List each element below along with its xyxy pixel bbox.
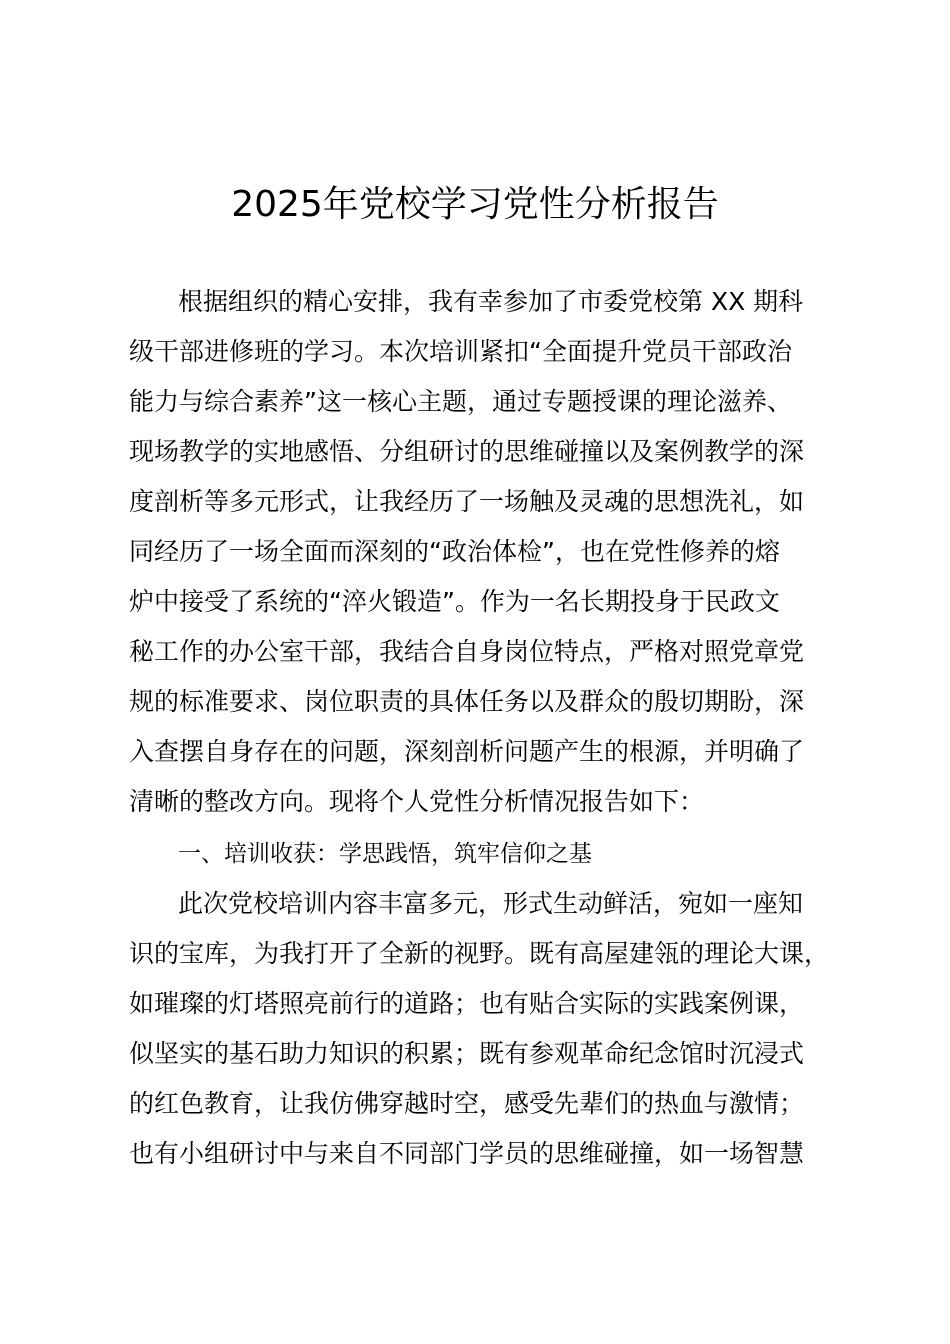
intro-line: 入查摆自身存在的问题，深刻剖析问题产生的根源，并明确了 xyxy=(129,737,805,766)
intro-line: 根据组织的精心安排，我有幸参加了市委党校第 XX 期科 xyxy=(178,287,804,316)
body-line: 识的宝库，为我打开了全新的视野。既有高屋建瓴的理论大课， xyxy=(129,939,830,968)
section-heading: 一、培训收获：学思践悟，筑牢信仰之基 xyxy=(178,841,592,867)
intro-line: 同经历了一场全面而深刻的“政治体检”，也在党性修养的熔 xyxy=(129,537,780,566)
page-title: 2025年党校学习党性分析报告 xyxy=(231,184,719,225)
intro-line: 秘工作的办公室干部，我结合自身岗位特点，严格对照党章党 xyxy=(129,637,805,666)
body-line: 如璀璨的灯塔照亮前行的道路；也有贴合实际的实践案例课， xyxy=(129,989,805,1018)
body-line: 似坚实的基石助力知识的积累；既有参观革命纪念馆时沉浸式 xyxy=(129,1039,805,1068)
body-line: 也有小组研讨中与来自不同部门学员的思维碰撞，如一场智慧 xyxy=(129,1139,805,1168)
intro-line: 炉中接受了系统的“淬火锻造”。作为一名长期投身于民政文 xyxy=(129,587,780,616)
body-line: 的红色教育，让我仿佛穿越时空，感受先辈们的热血与激情； xyxy=(129,1089,805,1118)
intro-line: 清晰的整改方向。现将个人党性分析情况报告如下： xyxy=(129,787,705,816)
body-line: 此次党校培训内容丰富多元，形式生动鲜活，宛如一座知 xyxy=(178,889,804,918)
intro-line: 现场教学的实地感悟、分组研讨的思维碰撞以及案例教学的深 xyxy=(129,437,805,466)
intro-line: 规的标准要求、岗位职责的具体任务以及群众的殷切期盼，深 xyxy=(129,687,805,716)
intro-line: 度剖析等多元形式，让我经历了一场触及灵魂的思想洗礼，如 xyxy=(129,487,805,516)
intro-line: 级干部进修班的学习。本次培训紧扣“全面提升党员干部政治 xyxy=(129,337,792,366)
intro-line: 能力与综合素养”这一核心主题，通过专题授课的理论滋养、 xyxy=(129,387,792,416)
